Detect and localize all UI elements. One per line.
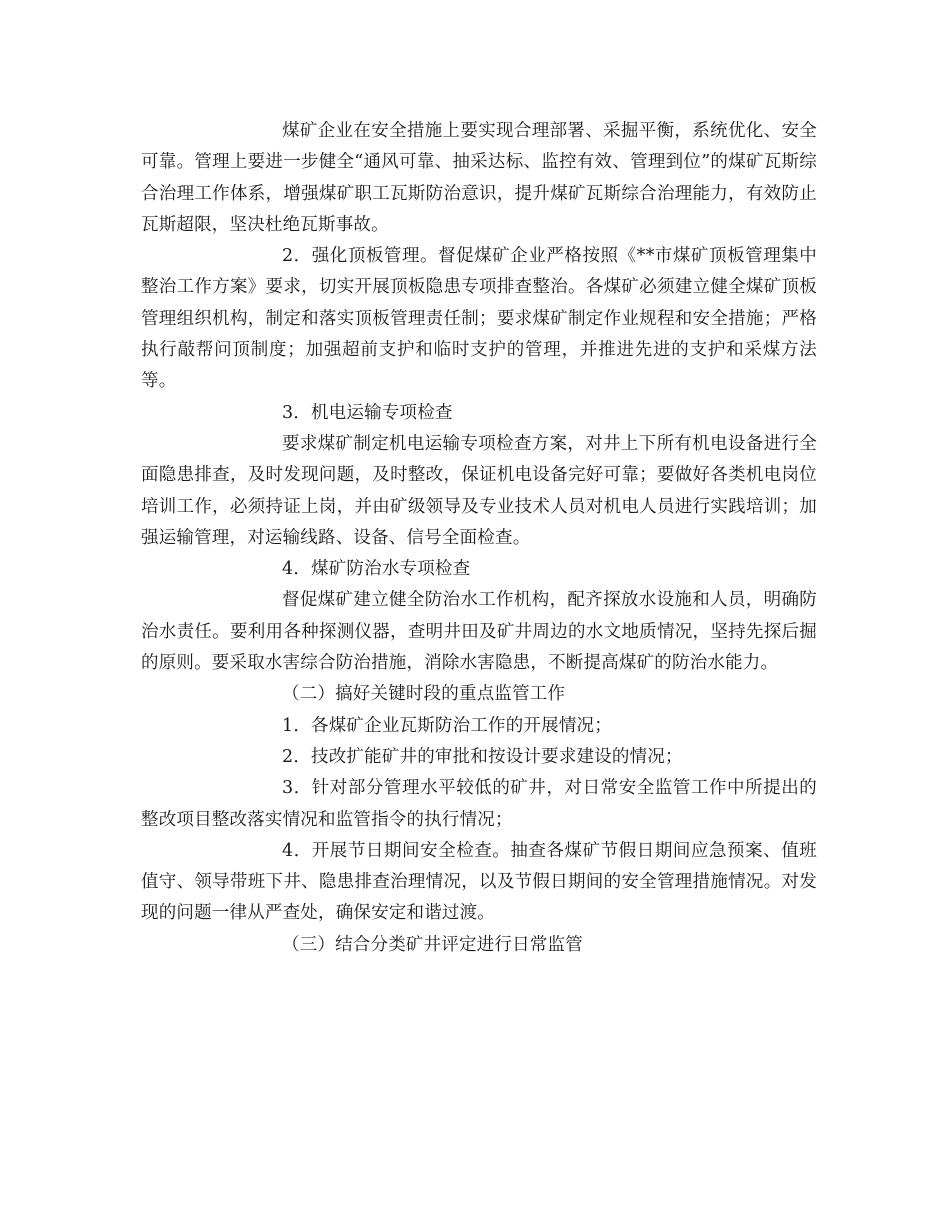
document-body [141, 116, 817, 961]
paragraph-gas-control: 煤矿企业在安全措施上要实现合理部署、采掘平衡，系统优化、安全可靠。管理上要进一步健全“通风可靠、抽采达标、监控有效、管理到位”的煤矿瓦斯综合治理工作体系，增强煤矿职工瓦斯防治意识，提升煤矿瓦斯综合治理能力，有效防止瓦斯超限，坚决杜绝瓦斯事故。 [141, 121, 817, 235]
paragraph-roof-management: 2．强化顶板管理。督促煤矿企业严格按照《**市煤矿顶板管理集中整治工作方案》要求，切实开展顶板隐患专项排查整治。各煤矿必须建立健全煤矿顶板管理组织机构，制定和落实顶板管理责任制；要求煤矿制定作业规程和安全措施；严格执行敲帮问顶制度；加强超前支护和临时支护的管理，并推进先进的支护和采煤方法等。 [141, 246, 817, 392]
paragraph-water-control: 督促煤矿建立健全防治水工作机构，配齐探放水设施和人员，明确防治水责任。要利用各种探测仪器，查明井田及矿井周边的水文地质情况，坚持先探后掘的原则。要采取水害综合防治措施，消除水害隐患，不断提高煤矿的防治水能力。 [141, 590, 817, 674]
list-item-gas-prevention: 1．各煤矿企业瓦斯防治工作的开展情况； [282, 715, 612, 736]
section-heading-key-periods: （二）搞好关键时段的重点监管工作 [282, 684, 566, 705]
heading-water-control-inspection: 4．煤矿防治水专项检查 [282, 559, 471, 580]
list-item-rectification: 3．针对部分管理水平较低的矿井，对日常安全监管工作中所提出的整改项目整改落实情况和监管指令的执行情况； [141, 778, 817, 830]
list-item-holiday-inspection: 4．开展节日期间安全检查。抽查各煤矿节假日期间应急预案、值班值守、领导带班下井、隐患排查治理情况，以及节假日期间的安全管理措施情况。对发现的问题一律从严查处，确保安定和谐过渡。 [141, 840, 817, 924]
heading-electromechanical-inspection: 3．机电运输专项检查 [282, 402, 453, 423]
paragraph-electromechanical: 要求煤矿制定机电运输专项检查方案，对井上下所有机电设备进行全面隐患排查，及时发现问题，及时整改，保证机电设备完好可靠；要做好各类机电岗位培训工作，必须持证上岗，并由矿级领导及专业技术人员对机电人员进行实践培训；加强运输管理，对运输线路、设备、信号全面检查。 [141, 433, 817, 548]
list-item-expansion-approval: 2．技改扩能矿井的审批和按设计要求建设的情况； [282, 746, 683, 767]
section-heading-classified-mines: （三）结合分类矿井评定进行日常监管 [282, 934, 583, 955]
